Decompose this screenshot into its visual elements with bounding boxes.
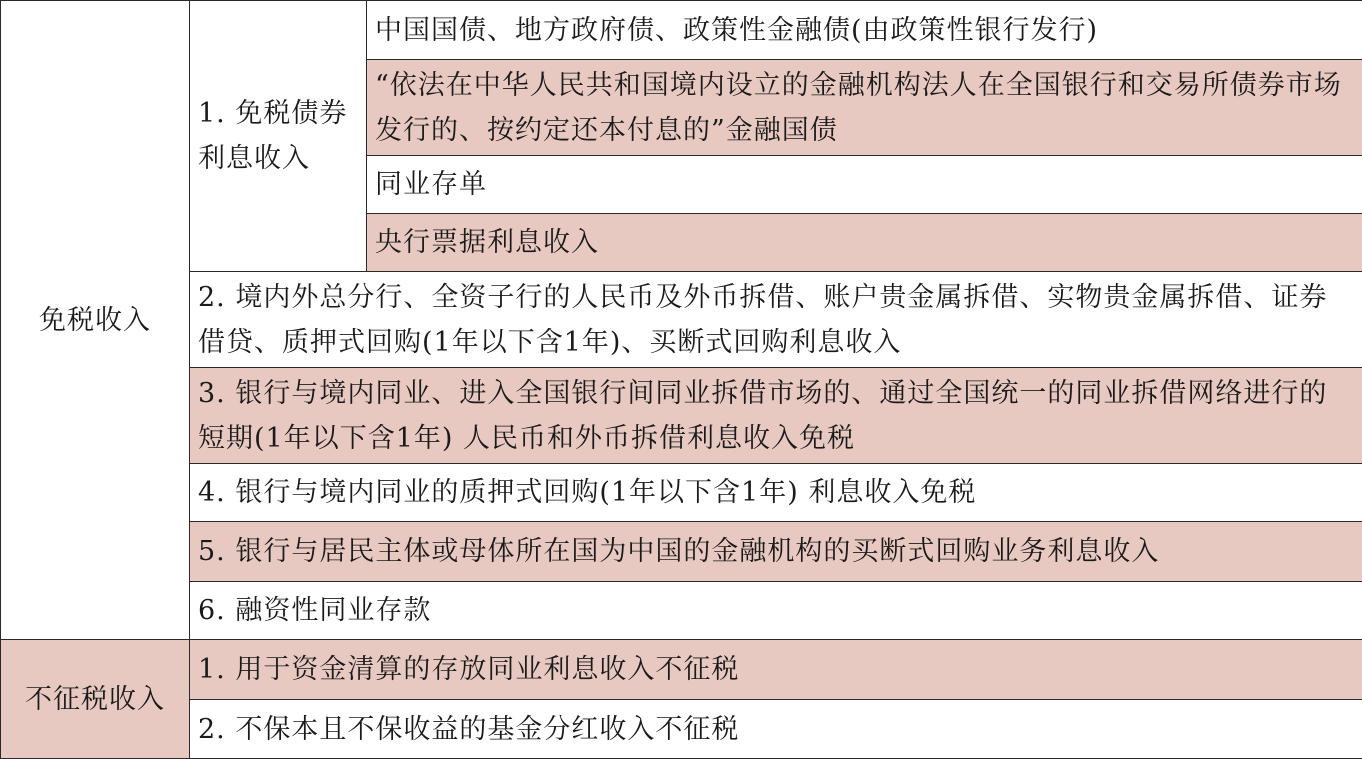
nontax-category-cell: 不征税收入 xyxy=(1,640,190,759)
table-row xyxy=(1,272,1362,368)
bond-item-2: “依法在中华人民共和国境内设立的金融机构法人在全国银行和交易所债券市场发行的、按约定还本付息的”金融国债 xyxy=(367,60,1362,156)
table-row xyxy=(1,640,1362,700)
exempt-item-6: 6. 融资性同业存款 xyxy=(190,582,1362,640)
exempt-item-3: 3. 银行与境内同业、进入全国银行间同业拆借市场的、通过全国统一的同业拆借网络进行的短期(1年以下含1年) 人民币和外币拆借利息收入免税 xyxy=(190,368,1362,464)
bond-item-1: 中国国债、地方政府债、政策性金融债(由政策性银行发行) xyxy=(367,1,1362,60)
table-row xyxy=(1,464,1362,522)
exempt-category-cell: 免税收入 xyxy=(1,1,190,640)
bond-item-4: 央行票据利息收入 xyxy=(367,214,1362,272)
bond-subcategory-cell: 1. 免税债券利息收入 xyxy=(190,1,367,272)
table-row xyxy=(1,582,1362,640)
nontax-item-1: 1. 用于资金清算的存放同业利息收入不征税 xyxy=(190,640,1362,700)
table-row xyxy=(1,522,1362,582)
exempt-item-5: 5. 银行与居民主体或母体所在国为中国的金融机构的买断式回购业务利息收入 xyxy=(190,522,1362,582)
table-row xyxy=(1,700,1362,759)
table-row xyxy=(1,368,1362,464)
bond-item-3: 同业存单 xyxy=(367,156,1362,214)
exempt-item-4: 4. 银行与境内同业的质押式回购(1年以下含1年) 利息收入免税 xyxy=(190,464,1362,522)
exempt-item-2: 2. 境内外总分行、全资子行的人民币及外币拆借、账户贵金属拆借、实物贵金属拆借、证券借贷、质押式回购(1年以下含1年)、买断式回购利息收入 xyxy=(190,272,1362,368)
nontax-item-2: 2. 不保本且不保收益的基金分红收入不征税 xyxy=(190,700,1362,759)
table-row xyxy=(1,1,1362,60)
